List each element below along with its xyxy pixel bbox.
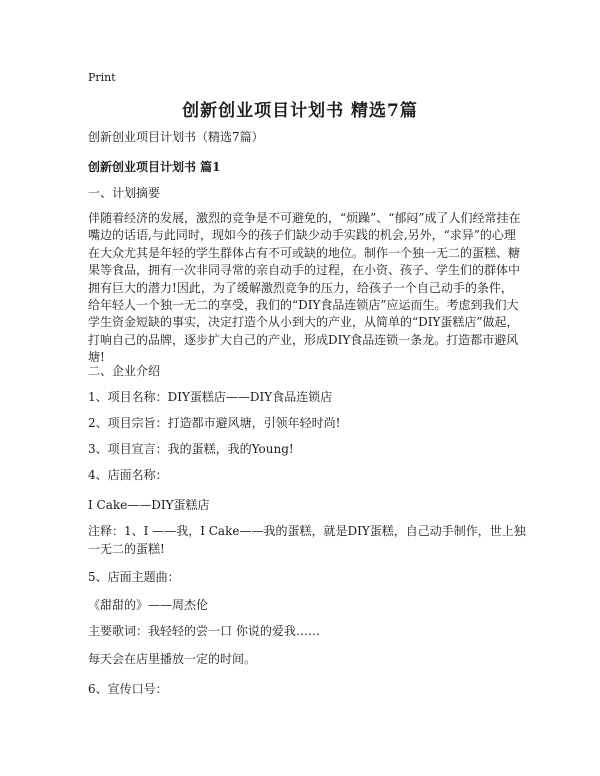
summary-line: 在大众尤其是年轻的学生群体占有不可或缺的地位。制作一个独一无二的蛋糕、糖	[88, 245, 521, 260]
item-project-declaration: 3、项目宣言：我的蛋糕，我的Young!	[88, 442, 294, 456]
item-project-purpose: 2、项目宗旨：打造都市避风塘，引领年轻时尚!	[88, 416, 341, 430]
summary-line: 伴随着经济的发展，激烈的竞争是不可避免的，“烦躁”、“郁闷”成了人们经常挂在	[88, 211, 521, 225]
item-shop-name-label: 4、店面名称：	[88, 468, 168, 482]
summary-line: 给年轻人一个独一无二的享受，我们的“DIY食品连锁店”应运而生。考虑到我们大	[88, 298, 519, 313]
item-slogan-label: 6、宣传口号：	[88, 682, 168, 696]
item-theme-song-label: 5、店面主题曲：	[88, 570, 180, 584]
summary-line: 学生资金短缺的事实，决定打造个从小到大的产业，从简单的“DIY蛋糕店”做起，	[88, 315, 519, 330]
item-project-name: 1、项目名称：DIY蛋糕店——DIY食品连锁店	[88, 390, 333, 404]
section-title: 创新创业项目计划书 篇1	[88, 160, 221, 174]
heading-company: 二、企业介绍	[88, 364, 161, 378]
summary-line: 塘!	[88, 350, 105, 365]
note-line: 一无二的蛋糕!	[88, 542, 165, 556]
document-title: 创新创业项目计划书 精选7篇	[182, 101, 418, 121]
summary-line: 嘴边的话语,与此同时，现如今的孩子们缺少动手实践的机会,另外，“求异”的心理	[88, 228, 516, 243]
play-note: 每天会在店里播放一定的时间。	[88, 652, 257, 666]
note-line: 注释：1、I ——我，I Cake——我的蛋糕，就是DIY蛋糕，自己动手制作，世上独	[88, 524, 526, 538]
heading-summary: 一、计划摘要	[88, 186, 161, 200]
document-subtitle: 创新创业项目计划书（精选7篇）	[88, 130, 264, 144]
shop-name: I Cake——DIY蛋糕店	[88, 498, 210, 512]
print-link[interactable]: Print	[88, 71, 116, 84]
summary-paragraph	[88, 210, 521, 367]
summary-line: 拥有巨大的潜力!因此，为了缓解激烈竞争的压力，给孩子一个自己动手的条件，	[88, 280, 513, 295]
lyric-line: 主要歌词：我轻轻的尝一口 你说的爱我……	[88, 624, 320, 638]
summary-line: 果等食品，拥有一次非同寻常的亲自动手的过程，在小资、孩子、学生们的群体中	[88, 263, 521, 278]
summary-line: 打响自己的品牌，逐步扩大自己的产业，形成DIY食品连锁一条龙。打造都市避风	[88, 332, 519, 347]
theme-song: 《甜甜的》——周杰伦	[88, 598, 209, 612]
